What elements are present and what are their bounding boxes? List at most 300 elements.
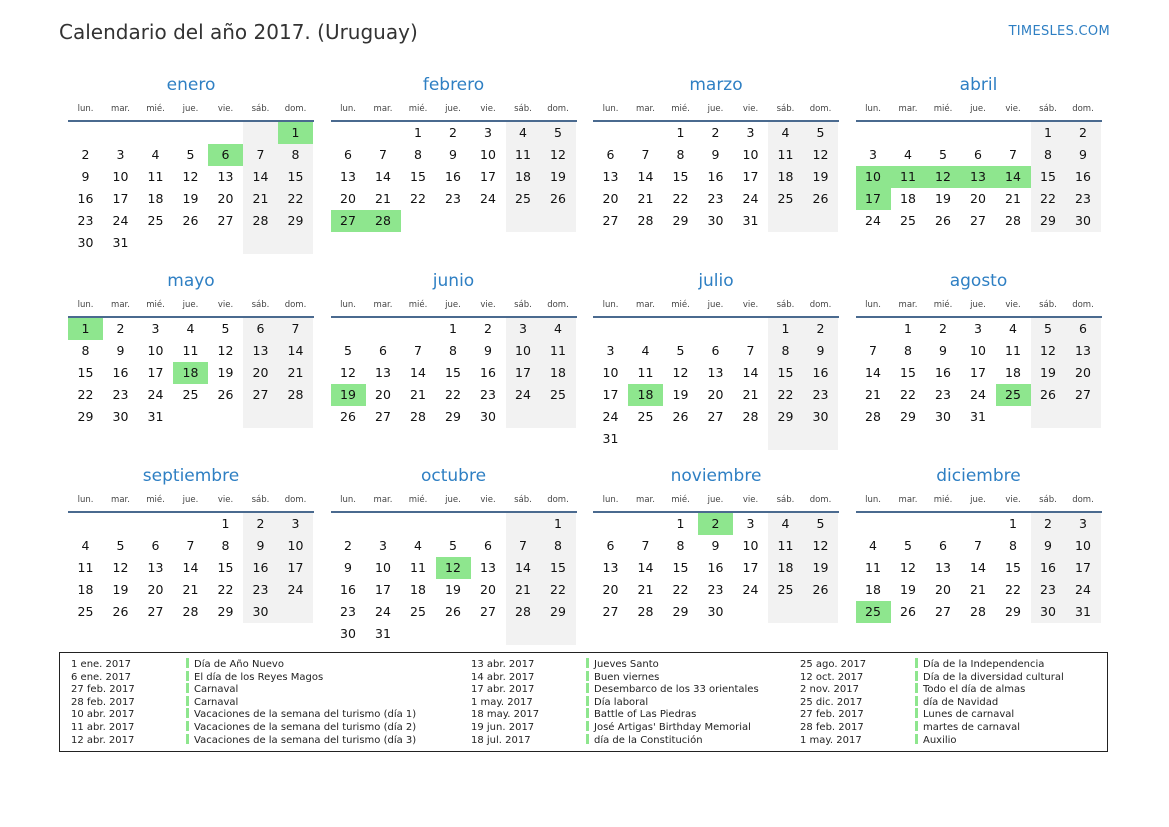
month-febrero: [331, 74, 577, 254]
day-cell: 15: [1005, 560, 1021, 575]
day-cell: 6: [256, 321, 265, 336]
weekday-label: mié.: [933, 300, 953, 310]
weekday-label: sáb.: [776, 104, 795, 114]
day-cell: 28: [637, 604, 654, 619]
weekday-label: sáb.: [1039, 495, 1057, 505]
day-cell: 6: [151, 538, 160, 553]
day-cell: 26: [112, 604, 129, 619]
weekday-label: jue.: [445, 495, 461, 505]
weekday-header: [856, 489, 1102, 511]
weekday-label: lun.: [340, 104, 356, 114]
day-cell: 1: [676, 125, 685, 140]
day-cell: 11: [865, 560, 881, 575]
day-cell: 4: [151, 147, 160, 162]
day-cell: 9: [816, 343, 825, 358]
day-cell: 21: [410, 387, 426, 402]
day-cell: 7: [641, 147, 650, 162]
day-cell: 12: [550, 147, 566, 162]
legend-date: 18 may. 2017: [471, 709, 540, 721]
day-cell: 30: [112, 409, 129, 424]
legend-date: 13 abr. 2017: [471, 659, 535, 670]
day-cell: 23: [77, 213, 94, 228]
weekday-label: mié.: [408, 104, 428, 114]
day-cell: 8: [221, 538, 230, 553]
day-cell: 9: [1079, 147, 1087, 162]
legend-date: 1 may. 2017: [800, 734, 862, 746]
day-cell: 24: [515, 387, 531, 402]
day-cell: 17: [112, 191, 129, 206]
day-cell: 26: [445, 604, 461, 619]
day-grid: [593, 318, 839, 450]
day-cell: 18: [777, 169, 794, 184]
day-cell: 6: [974, 147, 982, 162]
day-cell: 2: [939, 321, 947, 336]
day-cell: 20: [480, 582, 496, 597]
day-cell: 7: [746, 343, 755, 358]
day-cell: 20: [1075, 365, 1091, 380]
day-cell: 11: [77, 560, 94, 575]
day-cell: 11: [147, 169, 164, 184]
weekday-label: vie.: [480, 495, 496, 505]
day-cell: 29: [217, 604, 234, 619]
day-cell: 16: [77, 191, 94, 206]
day-cell: 8: [781, 343, 790, 358]
day-cell: 4: [414, 538, 422, 553]
day-cell: 11: [410, 560, 426, 575]
month-octubre: [331, 465, 577, 645]
day-cell: 4: [869, 538, 877, 553]
day-cell: 29: [1040, 213, 1056, 228]
holiday-legend: [59, 652, 1108, 752]
day-cell: 1: [554, 516, 562, 531]
legend-item: [71, 683, 238, 697]
day-cell: 14: [515, 560, 531, 575]
day-cell: 10: [742, 538, 759, 553]
legend-item: [800, 671, 1064, 685]
month-julio: [593, 270, 839, 450]
day-cell: 20: [340, 191, 356, 206]
legend-item: [471, 671, 659, 685]
day-cell: 30: [340, 626, 356, 641]
weekday-label: mié.: [671, 300, 690, 310]
day-cell: 20: [147, 582, 164, 597]
day-grid: [593, 513, 839, 645]
brand-link[interactable]: TIMESLES.COM: [1008, 24, 1110, 39]
legend-holiday-name: Desembarco de los 33 orientales: [594, 684, 759, 696]
legend-marker: [915, 658, 918, 668]
weekday-label: dom.: [809, 300, 832, 310]
month-name: enero: [166, 75, 216, 95]
day-cell: 1: [221, 516, 230, 531]
month-septiembre: [68, 465, 314, 645]
holiday-day: 25: [856, 601, 891, 623]
day-cell: 8: [904, 343, 912, 358]
weekday-label: sáb.: [776, 495, 795, 505]
legend-holiday-name: El día de los Reyes Magos: [194, 671, 324, 683]
weekday-label: mié.: [408, 495, 428, 505]
day-cell: 25: [900, 213, 916, 228]
legend-date: 18 jul. 2017: [471, 734, 531, 746]
day-cell: 25: [777, 582, 794, 597]
day-cell: 17: [375, 582, 391, 597]
holiday-day: 28: [366, 210, 401, 232]
day-cell: 12: [672, 365, 689, 380]
day-cell: 25: [637, 409, 654, 424]
weekday-label: lun.: [340, 495, 356, 505]
legend-marker: [915, 671, 918, 681]
day-cell: 29: [1005, 604, 1021, 619]
day-cell: 17: [1075, 560, 1091, 575]
day-cell: 16: [252, 560, 269, 575]
day-cell: 27: [480, 604, 496, 619]
weekday-label: dom.: [547, 104, 569, 114]
day-cell: 9: [711, 538, 720, 553]
legend-holiday-name: Battle of Las Piedras: [594, 709, 697, 721]
day-cell: 18: [865, 582, 881, 597]
day-cell: 4: [904, 147, 912, 162]
legend-holiday-name: Todo el día de almas: [923, 684, 1026, 696]
legend-date: 12 abr. 2017: [71, 734, 135, 746]
day-cell: 13: [935, 560, 951, 575]
day-cell: 7: [974, 538, 982, 553]
day-grid: [331, 513, 577, 645]
legend-item: [471, 708, 696, 722]
day-cell: 21: [375, 191, 391, 206]
day-cell: 29: [445, 409, 461, 424]
day-cell: 11: [182, 343, 199, 358]
day-cell: 15: [410, 169, 426, 184]
day-cell: 18: [147, 191, 164, 206]
day-cell: 19: [812, 560, 829, 575]
legend-item: [71, 696, 238, 710]
day-cell: 5: [449, 538, 457, 553]
day-cell: 23: [480, 387, 496, 402]
weekday-label: mié.: [671, 104, 690, 114]
day-cell: 14: [865, 365, 881, 380]
day-cell: 5: [816, 516, 825, 531]
day-cell: 15: [287, 169, 304, 184]
day-cell: 21: [252, 191, 269, 206]
day-cell: 30: [935, 409, 951, 424]
day-cell: 12: [217, 343, 234, 358]
day-cell: 8: [676, 538, 685, 553]
day-cell: 26: [672, 409, 689, 424]
day-cell: 5: [816, 125, 825, 140]
holiday-day: 10: [856, 166, 891, 188]
day-cell: 5: [186, 147, 195, 162]
day-cell: 27: [707, 409, 724, 424]
day-cell: 2: [81, 147, 90, 162]
day-cell: 16: [480, 365, 496, 380]
weekday-label: vie.: [742, 495, 759, 505]
day-cell: 15: [672, 169, 689, 184]
day-cell: 13: [217, 169, 234, 184]
day-cell: 1: [1044, 125, 1052, 140]
day-grid: [68, 318, 314, 450]
day-cell: 22: [550, 582, 566, 597]
legend-marker: [915, 683, 918, 693]
day-cell: 13: [707, 365, 724, 380]
holiday-day: 2: [698, 513, 733, 535]
day-cell: 1: [781, 321, 790, 336]
day-cell: 28: [182, 604, 199, 619]
legend-marker: [186, 683, 189, 693]
day-cell: 22: [672, 582, 689, 597]
legend-marker: [186, 658, 189, 668]
legend-date: 19 jun. 2017: [471, 722, 535, 733]
weekday-label: mar.: [898, 104, 918, 114]
weekday-label: mié.: [933, 104, 953, 114]
day-cell: 30: [812, 409, 829, 424]
weekday-label: dom.: [284, 495, 307, 505]
day-cell: 19: [935, 191, 951, 206]
day-cell: 18: [515, 169, 531, 184]
day-cell: 26: [812, 191, 829, 206]
day-cell: 7: [869, 343, 877, 358]
day-cell: 6: [711, 343, 720, 358]
day-cell: 30: [1075, 213, 1091, 228]
day-cell: 1: [449, 321, 457, 336]
weekday-label: mié.: [408, 300, 428, 310]
day-cell: 15: [445, 365, 461, 380]
day-cell: 16: [340, 582, 356, 597]
day-cell: 21: [287, 365, 304, 380]
day-cell: 24: [287, 582, 304, 597]
day-cell: 2: [484, 321, 492, 336]
day-cell: 21: [637, 582, 654, 597]
legend-date: 1 may. 2017: [471, 696, 533, 708]
day-cell: 23: [707, 191, 724, 206]
legend-date: 28 feb. 2017: [71, 696, 135, 708]
month-name: diciembre: [936, 466, 1021, 486]
day-cell: 14: [410, 365, 426, 380]
day-cell: 26: [182, 213, 199, 228]
legend-item: [800, 683, 1025, 697]
legend-marker: [186, 696, 189, 706]
month-marzo: [593, 74, 839, 254]
day-cell: 29: [550, 604, 566, 619]
day-cell: 25: [147, 213, 164, 228]
day-cell: 15: [777, 365, 794, 380]
day-cell: 10: [742, 147, 759, 162]
legend-item: [800, 734, 957, 748]
day-cell: 6: [606, 147, 615, 162]
day-cell: 2: [116, 321, 125, 336]
day-cell: 9: [484, 343, 492, 358]
weekday-label: dom.: [547, 300, 569, 310]
day-cell: 7: [641, 538, 650, 553]
day-cell: 29: [777, 409, 794, 424]
month-name: febrero: [422, 75, 485, 95]
day-cell: 29: [900, 409, 916, 424]
day-cell: 3: [606, 343, 615, 358]
day-cell: 8: [676, 147, 685, 162]
legend-item: [71, 721, 416, 735]
day-cell: 7: [186, 538, 195, 553]
day-cell: 17: [147, 365, 164, 380]
day-cell: 28: [515, 604, 531, 619]
day-cell: 27: [217, 213, 234, 228]
day-cell: 4: [519, 125, 527, 140]
month-name: noviembre: [670, 466, 762, 486]
weekday-label: vie.: [480, 300, 496, 310]
month-name: julio: [698, 271, 734, 291]
legend-date: 25 dic. 2017: [800, 696, 863, 708]
day-cell: 28: [252, 213, 269, 228]
legend-marker: [186, 708, 189, 718]
day-cell: 3: [116, 147, 125, 162]
legend-marker: [915, 708, 918, 718]
legend-item: [471, 696, 648, 710]
day-cell: 19: [550, 169, 566, 184]
month-diciembre: [856, 465, 1102, 645]
day-cell: 26: [550, 191, 566, 206]
day-cell: 27: [935, 604, 951, 619]
day-cell: 8: [1009, 538, 1017, 553]
day-cell: 10: [287, 538, 304, 553]
weekday-header: [68, 98, 314, 120]
day-cell: 14: [182, 560, 199, 575]
day-cell: 2: [1079, 125, 1087, 140]
legend-marker: [586, 671, 589, 681]
day-cell: 11: [515, 147, 531, 162]
weekday-label: sáb.: [514, 104, 532, 114]
legend-holiday-name: martes de carnaval: [923, 722, 1020, 733]
day-cell: 7: [519, 538, 527, 553]
day-cell: 1: [904, 321, 912, 336]
day-cell: 25: [410, 604, 426, 619]
weekday-label: lun.: [77, 104, 94, 114]
day-cell: 28: [742, 409, 759, 424]
legend-item: [71, 671, 323, 685]
weekday-label: jue.: [970, 104, 986, 114]
day-cell: 5: [344, 343, 352, 358]
weekday-label: dom.: [1072, 495, 1094, 505]
month-enero: [68, 74, 314, 254]
legend-item: [800, 658, 1044, 672]
weekday-label: vie.: [217, 495, 234, 505]
day-cell: 30: [707, 213, 724, 228]
weekday-label: vie.: [742, 104, 759, 114]
day-cell: 18: [550, 365, 566, 380]
day-cell: 20: [707, 387, 724, 402]
day-cell: 16: [707, 169, 724, 184]
day-cell: 25: [77, 604, 94, 619]
legend-marker: [586, 683, 589, 693]
weekday-header: [856, 98, 1102, 120]
day-cell: 24: [147, 387, 164, 402]
legend-item: [471, 658, 659, 672]
day-cell: 23: [112, 387, 129, 402]
months-grid: [68, 74, 1103, 649]
weekday-label: vie.: [217, 104, 234, 114]
month-agosto: [856, 270, 1102, 450]
weekday-label: sáb.: [251, 300, 270, 310]
day-cell: 26: [935, 213, 951, 228]
day-cell: 12: [900, 560, 916, 575]
weekday-label: dom.: [809, 495, 832, 505]
weekday-label: sáb.: [251, 104, 270, 114]
day-cell: 23: [1075, 191, 1091, 206]
weekday-label: jue.: [182, 495, 199, 505]
day-cell: 10: [147, 343, 164, 358]
day-cell: 23: [707, 582, 724, 597]
weekday-header: [593, 294, 839, 316]
weekday-header: [593, 98, 839, 120]
legend-holiday-name: Día de la diversidad cultural: [923, 671, 1064, 683]
weekday-label: dom.: [284, 300, 307, 310]
day-cell: 14: [375, 169, 391, 184]
day-cell: 20: [217, 191, 234, 206]
day-cell: 20: [935, 582, 951, 597]
day-cell: 12: [812, 538, 829, 553]
holiday-day: 6: [208, 144, 243, 166]
day-cell: 28: [1005, 213, 1021, 228]
holiday-day: 11: [891, 166, 926, 188]
month-name: octubre: [420, 466, 487, 486]
holiday-day: 1: [278, 122, 313, 144]
day-cell: 2: [816, 321, 825, 336]
day-cell: 11: [550, 343, 566, 358]
day-cell: 22: [672, 191, 689, 206]
day-cell: 24: [602, 409, 619, 424]
day-cell: 19: [182, 191, 199, 206]
day-cell: 11: [1005, 343, 1021, 358]
day-cell: 5: [554, 125, 562, 140]
day-cell: 17: [742, 169, 759, 184]
day-grid: [856, 513, 1102, 645]
holiday-day: 27: [331, 210, 366, 232]
weekday-label: mié.: [933, 495, 953, 505]
month-name: mayo: [167, 271, 215, 291]
weekday-label: sáb.: [1039, 104, 1057, 114]
legend-holiday-name: Día de Año Nuevo: [194, 659, 284, 670]
day-cell: 27: [252, 387, 269, 402]
holiday-day: 1: [68, 318, 103, 340]
day-cell: 21: [970, 582, 986, 597]
weekday-label: mar.: [898, 495, 918, 505]
day-cell: 4: [781, 125, 790, 140]
legend-holiday-name: Jueves Santo: [594, 659, 659, 670]
day-cell: 30: [1040, 604, 1056, 619]
day-cell: 4: [1009, 321, 1017, 336]
weekday-label: lun.: [77, 495, 94, 505]
weekday-label: jue.: [970, 495, 986, 505]
day-cell: 12: [1040, 343, 1056, 358]
legend-item: [71, 658, 284, 672]
day-cell: 28: [865, 409, 881, 424]
day-cell: 21: [1005, 191, 1021, 206]
weekday-label: sáb.: [514, 300, 532, 310]
day-cell: 16: [445, 169, 461, 184]
legend-marker: [586, 708, 589, 718]
day-cell: 10: [515, 343, 531, 358]
legend-holiday-name: día de Navidad: [923, 696, 999, 708]
day-cell: 15: [672, 560, 689, 575]
day-cell: 19: [445, 582, 461, 597]
day-cell: 7: [414, 343, 422, 358]
day-cell: 24: [112, 213, 129, 228]
day-cell: 24: [375, 604, 391, 619]
weekday-label: vie.: [1005, 104, 1021, 114]
legend-item: [471, 683, 759, 697]
day-cell: 18: [410, 582, 426, 597]
weekday-label: jue.: [707, 104, 724, 114]
day-cell: 13: [252, 343, 269, 358]
day-cell: 25: [550, 387, 566, 402]
day-cell: 5: [676, 343, 685, 358]
legend-holiday-name: Vacaciones de la semana del turismo (día 2): [194, 722, 417, 733]
